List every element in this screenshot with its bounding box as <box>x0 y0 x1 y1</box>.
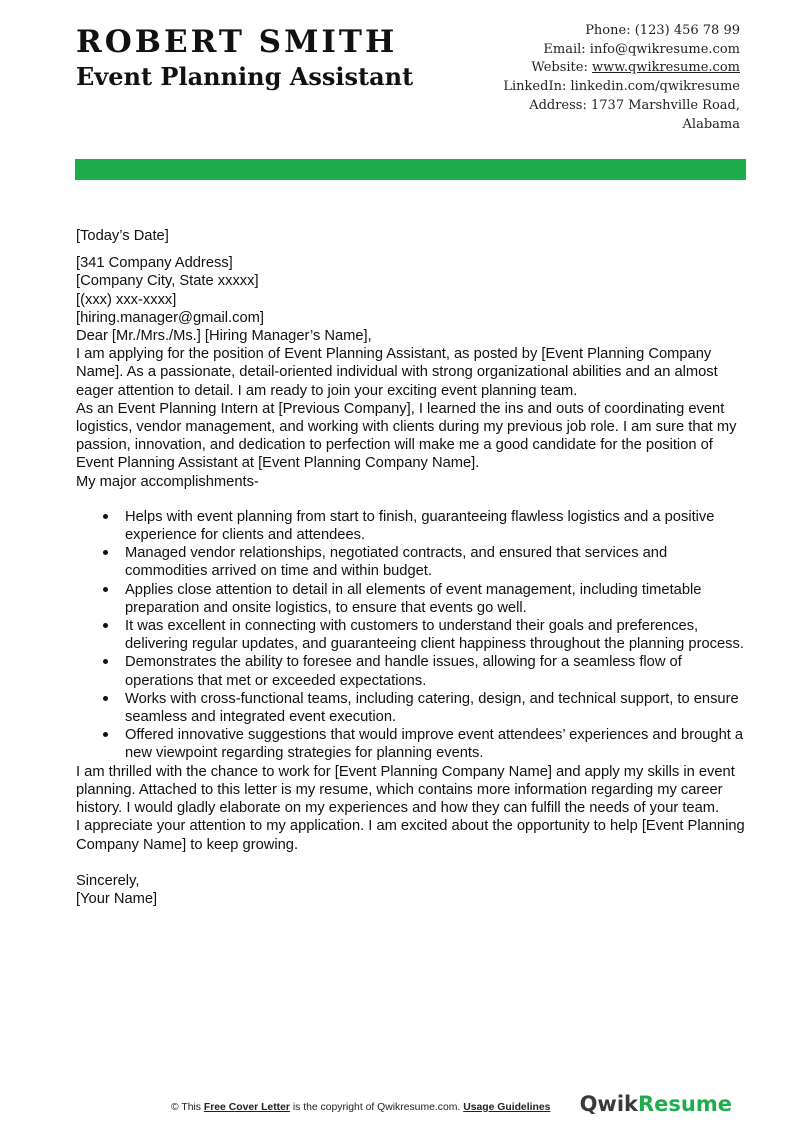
contact-linkedin <box>440 78 740 97</box>
copyright-middle: is the copyright of Qwikresume.com. <box>292 1102 461 1113</box>
letter-date: [Today’s Date] <box>76 228 169 244</box>
contact-phone <box>440 22 740 41</box>
recipient-line: [(xxx) xxx-xxxx] <box>76 291 177 308</box>
list-item: Works with cross-functional teams, including catering, design, and technical support, to ensure seamless and integrated event execution. <box>125 690 746 726</box>
contact-website <box>440 59 740 78</box>
copyright-note <box>171 1102 550 1113</box>
logo-part-resume: Resume <box>638 1092 732 1116</box>
list-item: Offered innovative suggestions that would improve event attendees’ experiences and brought a new viewpoint regarding strategies for planning events. <box>125 726 746 762</box>
salutation: Dear [Mr./Mrs./Ms.] [Hiring Manager’s Name], <box>76 328 372 345</box>
free-cover-letter-link[interactable]: Free Cover Letter <box>203 1102 290 1113</box>
list-item: Applies close attention to detail in all elements of event management, including timetable preparation and onsite logistics, to ensure that events go well. <box>125 581 746 617</box>
address-line1: 1737 Marshville Road, <box>591 97 740 113</box>
usage-guidelines-link[interactable]: Usage Guidelines <box>463 1102 551 1113</box>
closing-block <box>76 872 746 908</box>
recipient-line: [Company City, State xxxxx] <box>76 273 259 290</box>
signature: [Your Name] <box>76 890 158 907</box>
website-link[interactable]: www.qwikresume.com <box>592 60 740 76</box>
accomplishments-heading: My major accomplishments- <box>76 473 259 490</box>
email-value: info@qwikresume.com <box>589 41 740 57</box>
logo-part-qwik: Qwik <box>579 1092 638 1116</box>
linkedin-label: LinkedIn: <box>503 79 567 95</box>
email-label: Email: <box>543 41 586 57</box>
contact-address <box>440 97 740 116</box>
recipient-address <box>76 254 746 327</box>
address-label: Address: <box>529 97 587 113</box>
letter-body <box>76 227 746 908</box>
closing: Sincerely, <box>76 872 140 889</box>
website-label: Website: <box>531 60 588 76</box>
paragraph-thanks: I appreciate your attention to my application. I am excited about the opportunity to help [Event Planning Company Name] to keep growing. <box>76 818 745 853</box>
contact-block <box>440 22 740 134</box>
linkedin-value: linkedin.com/qwikresume <box>570 79 740 95</box>
accent-divider-bar <box>75 159 746 180</box>
copyright-prefix: © This <box>171 1102 201 1113</box>
qwikresume-logo <box>580 1092 732 1116</box>
recipient-line: [hiring.manager@gmail.com] <box>76 309 264 326</box>
phone-label: Phone: <box>585 23 631 38</box>
header <box>0 0 800 160</box>
recipient-line: [341 Company Address] <box>76 255 233 272</box>
paragraph-intro: I am applying for the position of Event Planning Assistant, as posted by [Event Planning Company Name]. As a passionate, detail-oriented individual with strong organizational abilities and an almost eager attention to detail. I am ready to join your exciting event planning team. <box>76 346 718 399</box>
contact-address-line2: Alabama <box>682 116 740 132</box>
candidate-name: ROBERT SMITH <box>76 24 398 60</box>
list-item: Helps with event planning from start to finish, guaranteeing flawless logistics and a positive experience for clients and attendees. <box>125 508 746 544</box>
list-item: It was excellent in connecting with customers to understand their goals and preferences, delivering regular updates, and guaranteeing client happiness throughout the planning process. <box>125 617 746 653</box>
paragraph-interest: I am thrilled with the chance to work for [Event Planning Company Name] and apply my skills in event planning. Attached to this letter is my resume, which contains more information regarding my career history. I would gladly elaborate on my experiences and how they can fulfill the needs of your team. <box>76 763 735 817</box>
footer <box>0 1092 800 1122</box>
list-item: Managed vendor relationships, negotiated contracts, and ensured that services and commodities arrived on time and within budget. <box>125 544 746 580</box>
phone-value: (123) 456 78 99 <box>634 23 740 38</box>
list-item: Demonstrates the ability to foresee and handle issues, allowing for a seamless flow of operations that met or exceeded expectations. <box>125 653 746 689</box>
paragraph-experience: As an Event Planning Intern at [Previous Company], I learned the ins and outs of coordinating event logistics, vendor management, and working with clients during my previous job role. I am sure that my passion, innovation, and dedication to perfection will make me a good candidate for the position of Event Planning Assistant at [Event Planning Company Name]. <box>76 400 737 472</box>
accomplishments-list <box>76 508 746 763</box>
contact-email <box>440 41 740 60</box>
job-title: Event Planning Assistant <box>76 62 414 91</box>
